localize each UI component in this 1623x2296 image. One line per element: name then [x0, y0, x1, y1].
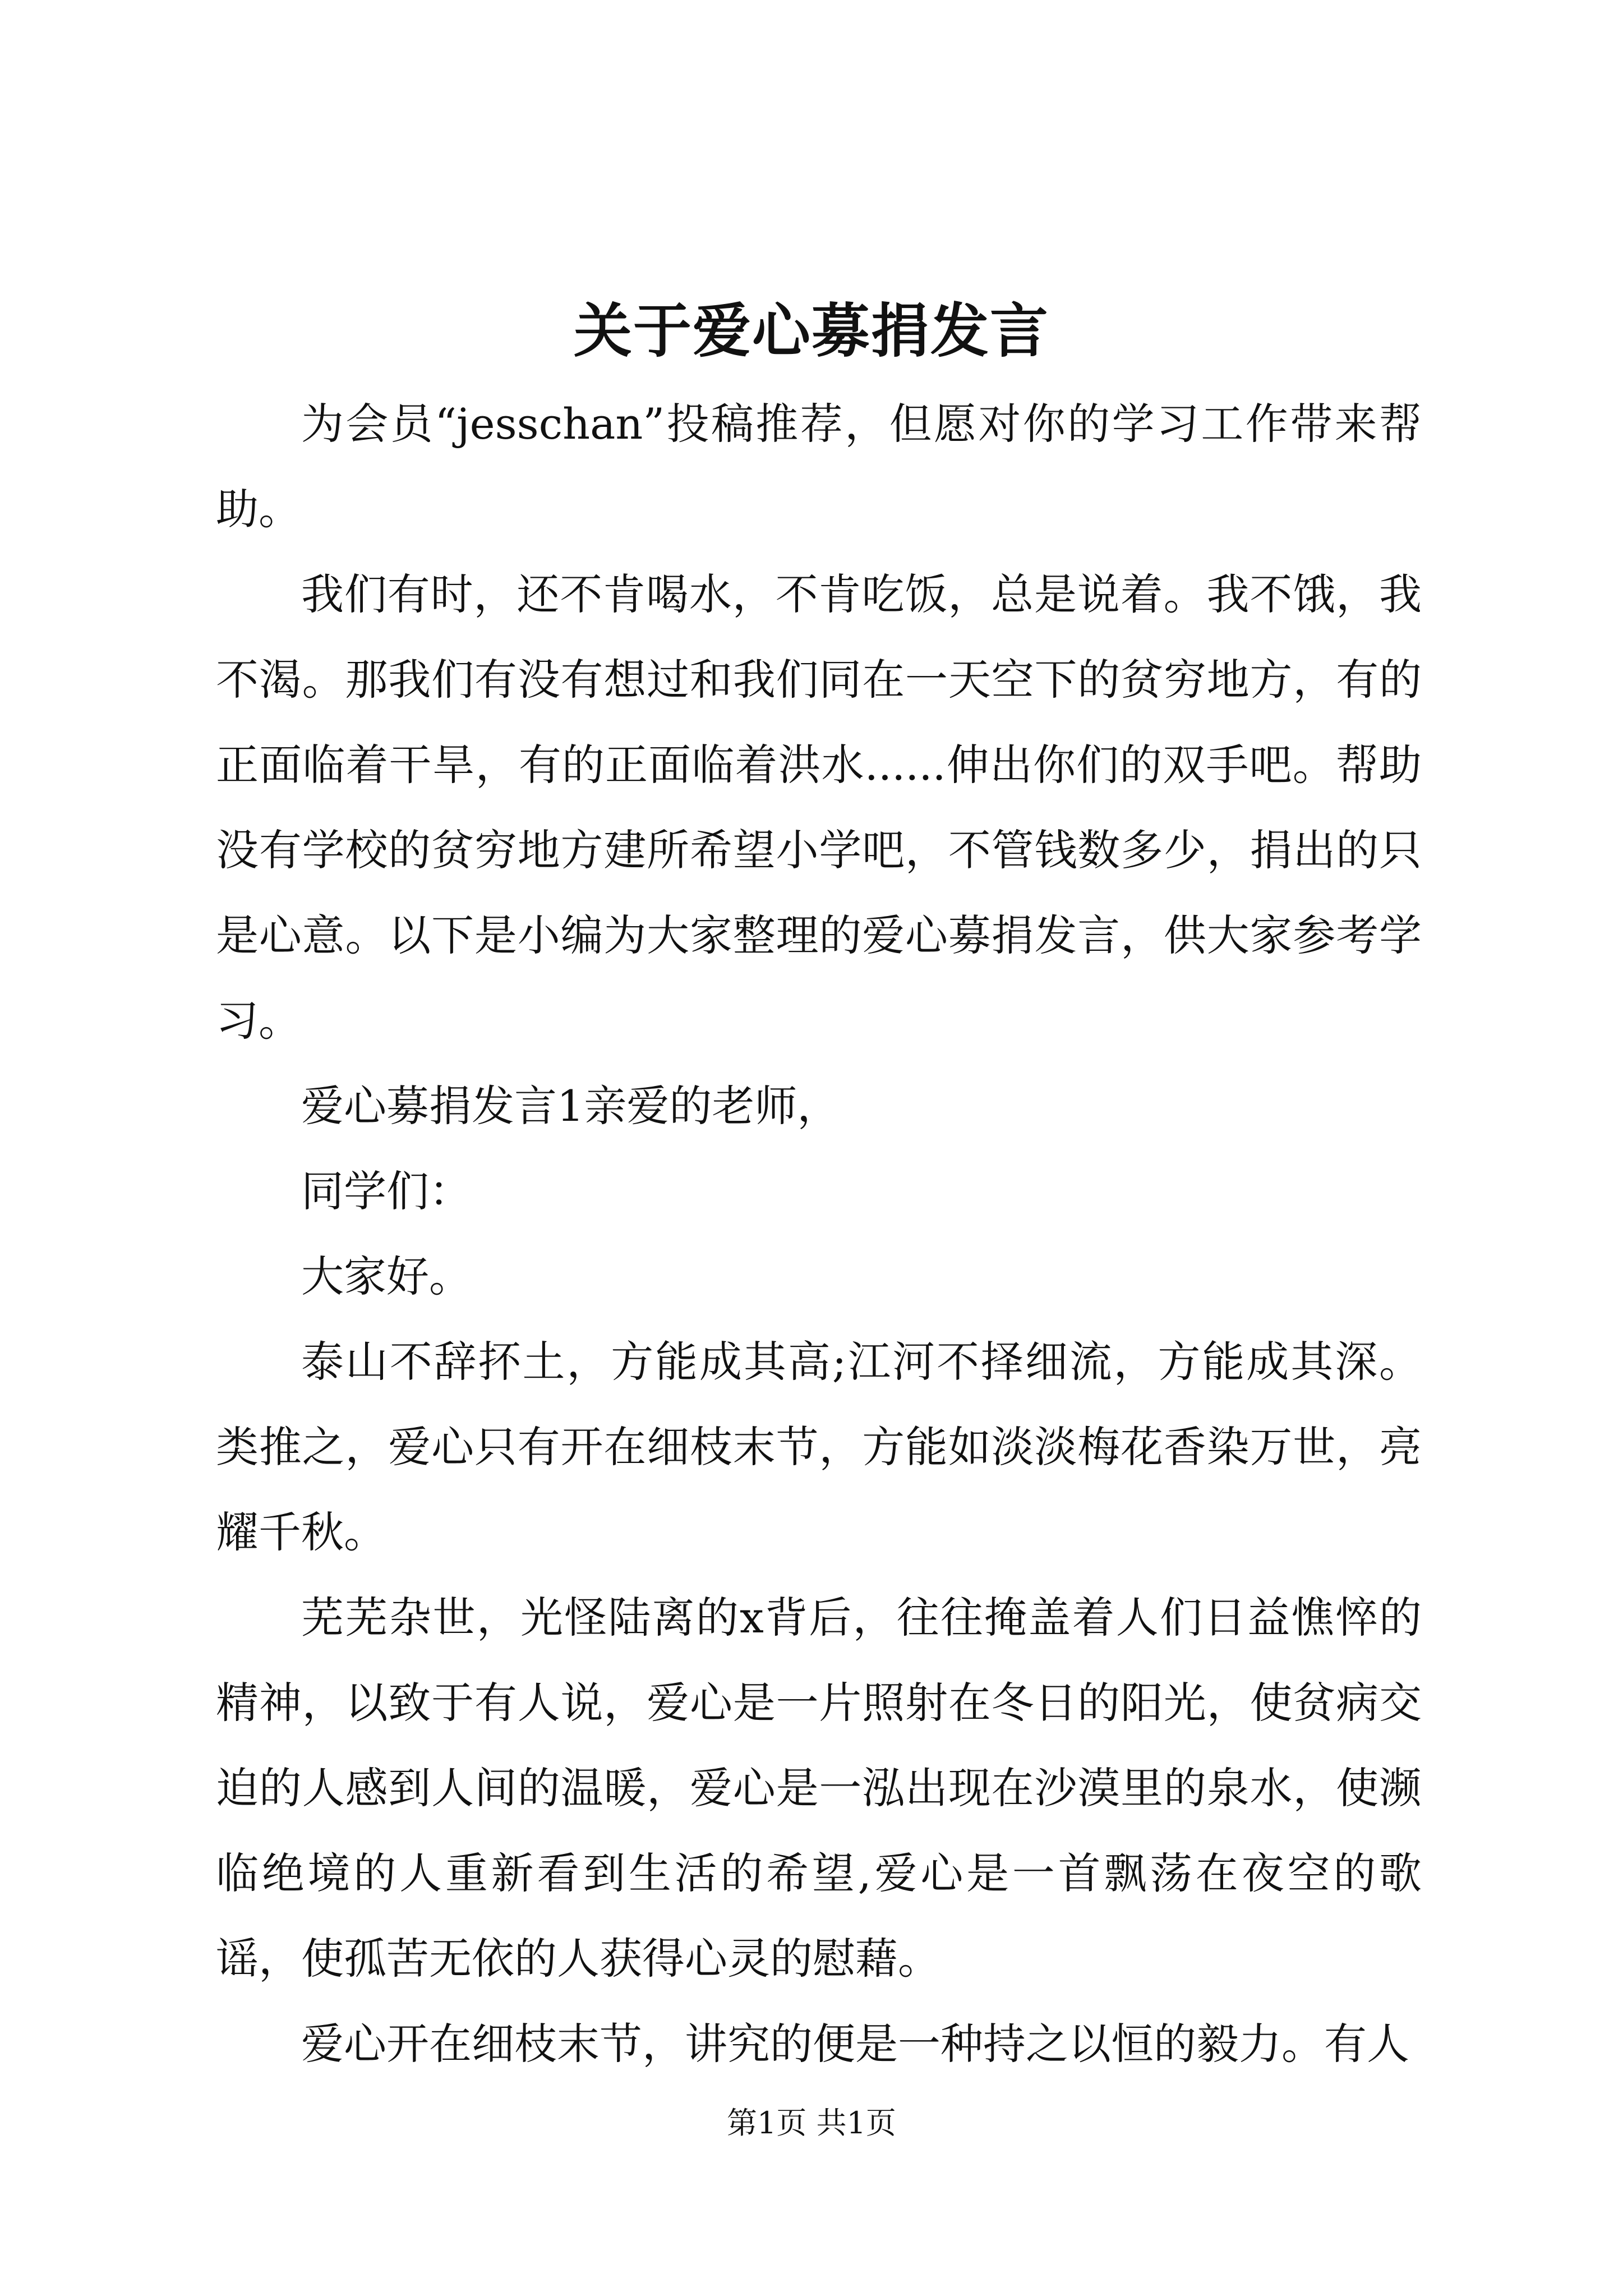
document-body [216, 381, 1422, 2087]
paragraph-hello: 大家好。 [301, 1251, 472, 1301]
paragraph-greeting: 爱心募捐发言1亲爱的老师， [301, 1081, 840, 1131]
paragraph-mountain: 泰山不辞抔土，方能成其高;江河不择细流，方能成其深。类推之，爱心只有开在细枝末节，方能如淡淡梅花香染万世，亮耀千秋。 [216, 1337, 1422, 1557]
paragraph-love-metaphors: 芜芜杂世，光怪陆离的x背后，往往掩盖着人们日益憔悴的精神，以致于有人说，爱心是一片照射在冬日的阳光，使贫病交迫的人感到人间的温暖，爱心是一泓出现在沙漠里的泉水，使濒临绝境的人重新看到生活的希望,爱心是一首飘荡在夜空的歌谣，使孤苦无依的人获得心灵的慰藉。 [216, 1593, 1422, 1984]
paragraph-salutation: 同学们： [301, 1166, 472, 1216]
paragraph-intro: 为会员“jesschan”投稿推荐，但愿对你的学习工作带来帮助。 [216, 399, 1422, 534]
page-footer: 第1页 共1页 [727, 2105, 896, 2141]
document-title: 关于爱心募捐发言 [573, 296, 1049, 365]
paragraph-background: 我们有时，还不肯喝水，不肯吃饭，总是说着。我不饿，我不渴。那我们有没有想过和我们同在一天空下的贫穷地方，有的正面临着干旱，有的正面临着洪水......伸出你们的双手吧。帮助没有学校的贫穷地方建所希望小学吧，不管钱数多少，捐出的只是心意。以下是小编为大家整理的爱心募捐发言，供大家参考学习。 [216, 569, 1422, 1046]
paragraph-perseverance: 爱心开在细枝末节，讲究的便是一种持之以恒的毅力。有人 [301, 2019, 1409, 2069]
